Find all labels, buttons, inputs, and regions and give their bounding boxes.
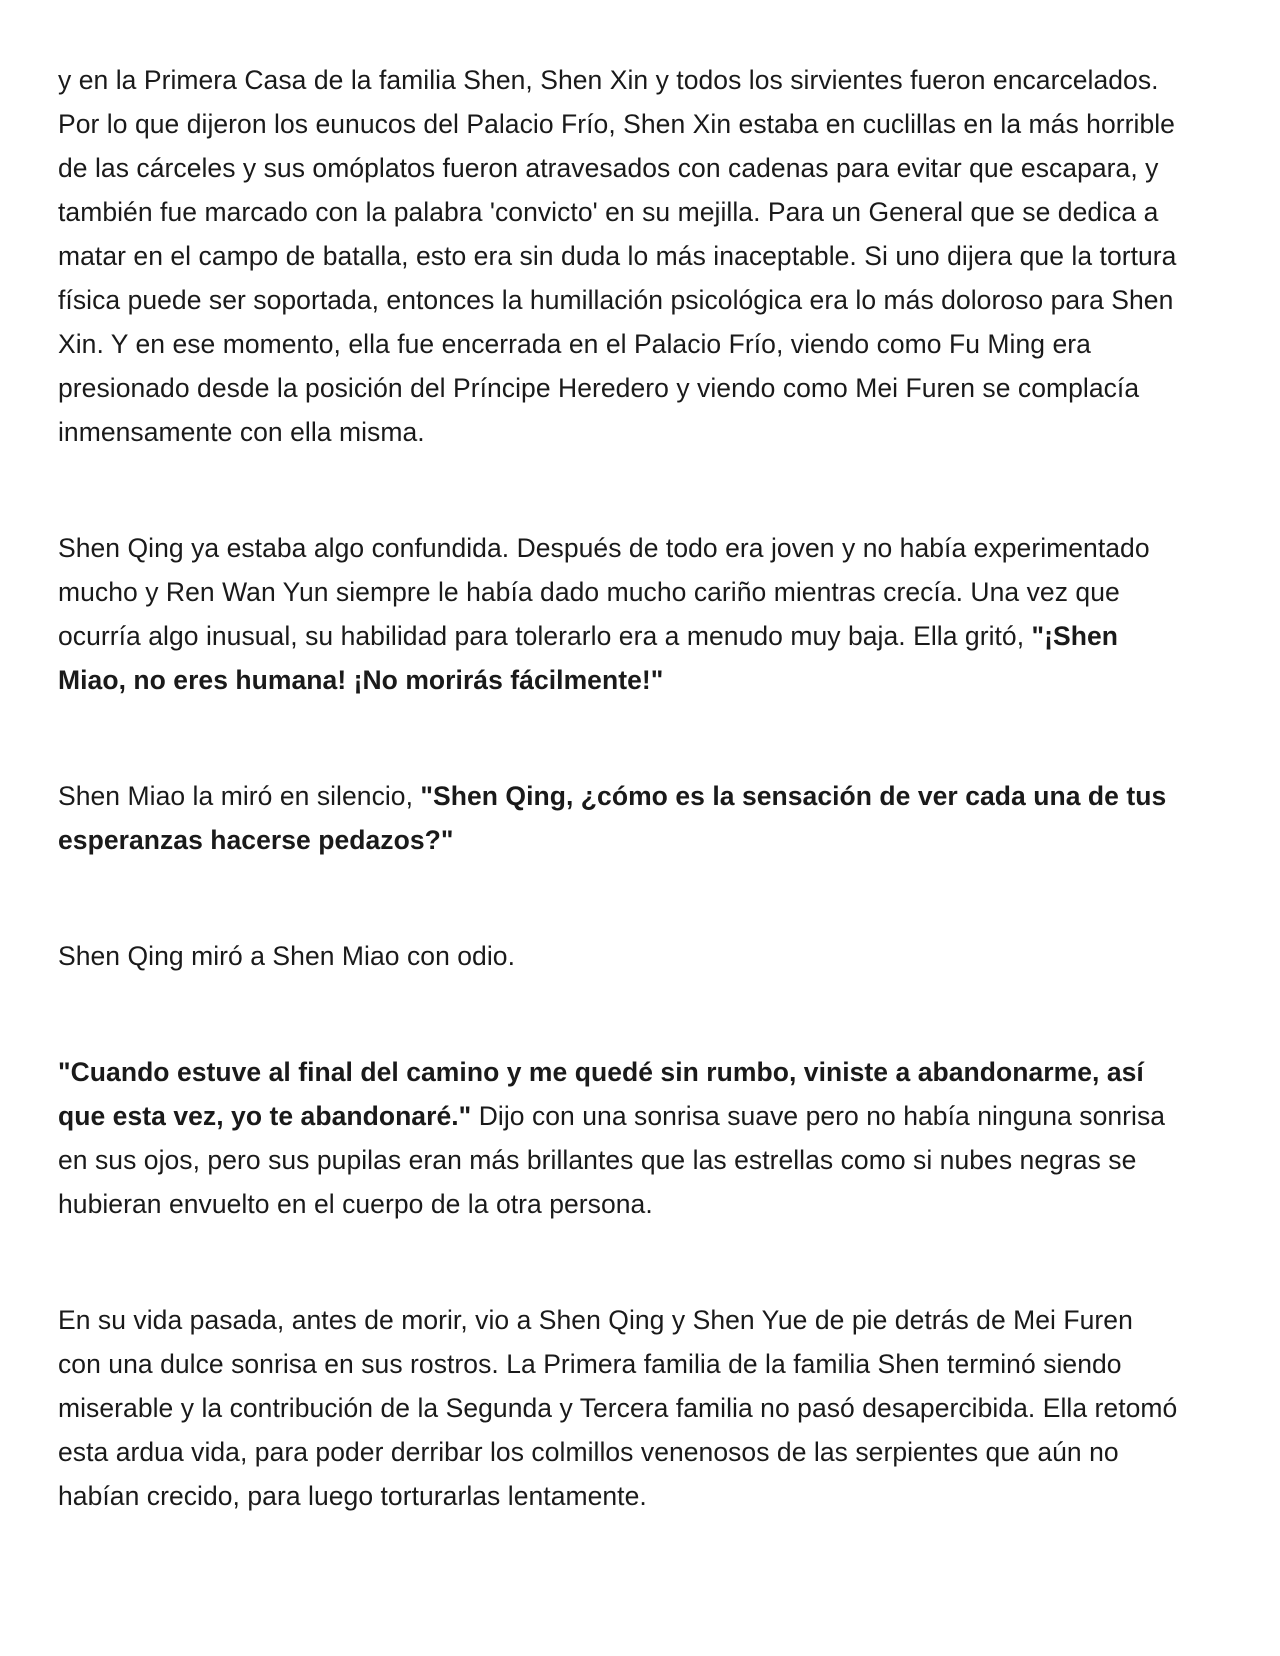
paragraph-3-dialogue: "Shen Qing, ¿cómo es la sensación de ver cada una de tus esperanzas hacerse pedazos?" bbox=[58, 781, 1167, 855]
paragraph-3-text: Shen Miao la miró en silencio, bbox=[58, 781, 421, 811]
paragraph-4-text: Shen Qing miró a Shen Miao con odio. bbox=[58, 941, 515, 971]
paragraph-5 bbox=[58, 1050, 1180, 1226]
paragraph-2-dialogue: "¡Shen Miao, no eres humana! ¡No morirás fácilmente!" bbox=[58, 621, 1119, 695]
paragraph-1-text: y en la Primera Casa de la familia Shen, Shen Xin y todos los sirvientes fueron encarcelados. Por lo que dijeron los eunucos del Palacio Frío, Shen Xin estaba en cuclillas en la más horrible de las cárceles y sus omóplatos fueron atravesados con cadenas para evitar que escapara, y también fue marcado con la palabra 'convicto' en su mejilla. Para un General que se dedica a matar en el campo de batalla, esto era sin duda lo más inaceptable. Si uno dijera que la tortura física puede ser soportada, entonces la humillación psicológica era lo más doloroso para Shen Xin. Y en ese momento, ella fue encerrada en el Palacio Frío, viendo como Fu Ming era presionado desde la posición del Príncipe Heredero y viendo como Mei Furen se complacía inmensamente con ella misma. bbox=[58, 65, 1177, 447]
paragraph-6 bbox=[58, 1298, 1180, 1518]
paragraph-1 bbox=[58, 58, 1180, 454]
paragraph-5-text: Dijo con una sonrisa suave pero no había ninguna sonrisa en sus ojos, pero sus pupilas eran más brillantes que las estrellas como si nubes negras se hubieran envuelto en el cuerpo de la otra persona. bbox=[58, 1101, 1166, 1219]
paragraph-5-dialogue: "Cuando estuve al final del camino y me quedé sin rumbo, viniste a abandonarme, así que esta vez, yo te abandonaré." bbox=[58, 1057, 1144, 1131]
paragraph-6-text: En su vida pasada, antes de morir, vio a Shen Qing y Shen Yue de pie detrás de Mei Furen con una dulce sonrisa en sus rostros. La Primera familia de la familia Shen terminó siendo miserable y la contribución de la Segunda y Tercera familia no pasó desapercibida. Ella retomó esta ardua vida, para poder derribar los colmillos venenosos de las serpientes que aún no habían crecido, para luego torturarlas lentamente. bbox=[58, 1305, 1178, 1511]
paragraph-4 bbox=[58, 934, 1180, 978]
paragraph-2-text: Shen Qing ya estaba algo confundida. Después de todo era joven y no había experimentado mucho y Ren Wan Yun siempre le había dado mucho cariño mientras crecía. Una vez que ocurría algo inusual, su habilidad para tolerarlo era a menudo muy baja. Ella gritó, bbox=[58, 533, 1150, 651]
paragraph-2 bbox=[58, 526, 1180, 702]
paragraph-3 bbox=[58, 774, 1180, 862]
